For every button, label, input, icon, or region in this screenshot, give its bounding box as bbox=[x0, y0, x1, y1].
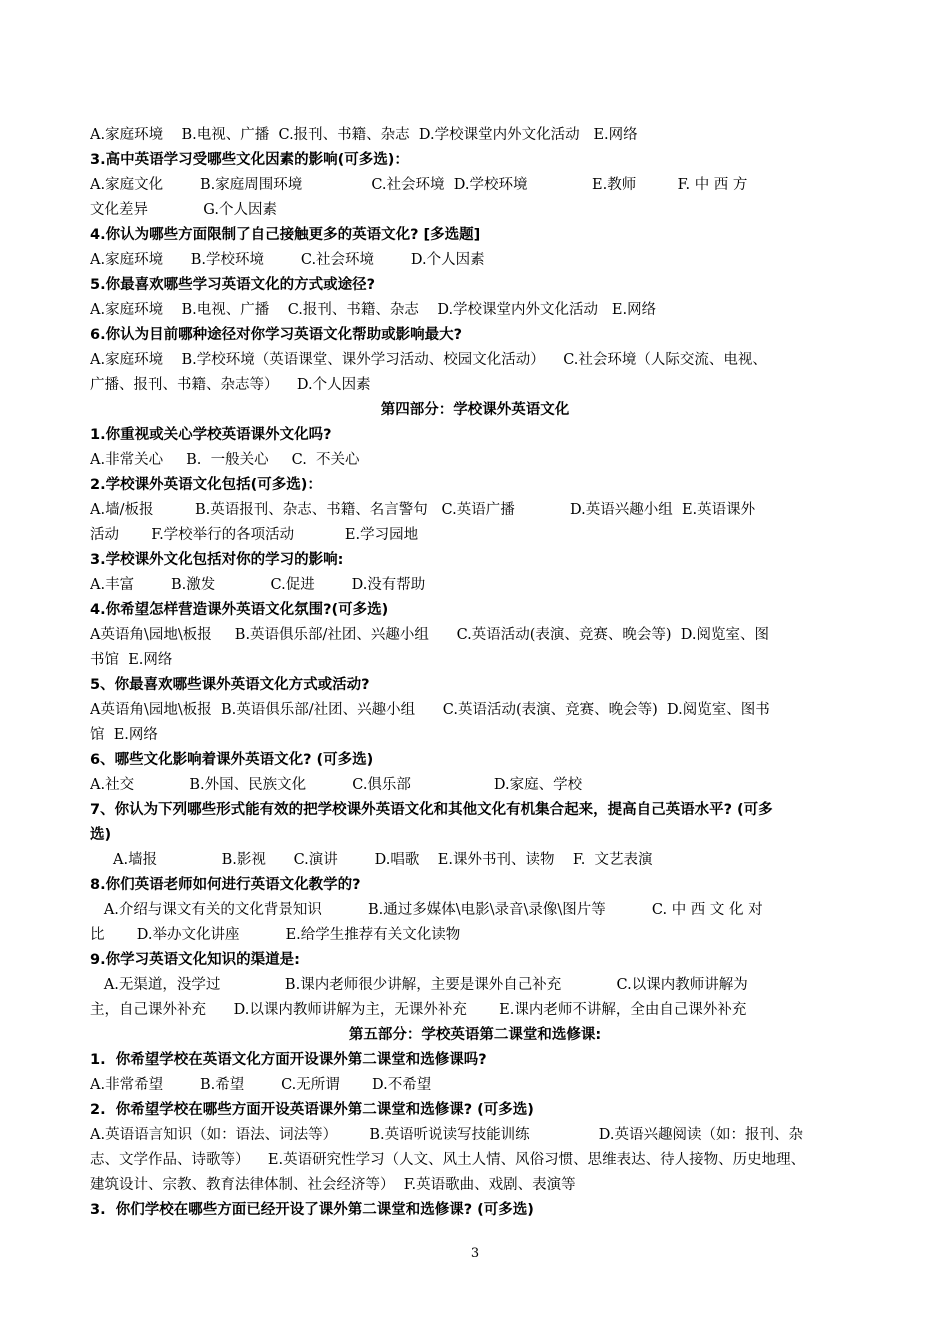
options-line: 书馆 E.网络 bbox=[90, 652, 173, 668]
options-line: 文化差异 G.个人因素 bbox=[90, 202, 277, 218]
question-line: 9.你学习英语文化知识的渠道是: bbox=[90, 952, 300, 968]
question-line: 3.高中英语学习受哪些文化因素的影响(可多选)： bbox=[90, 152, 409, 168]
options-line: 主，自己课外补充 D.以课内教师讲解为主，无课外补充 E.课内老师不讲解，全由自己课外补充 bbox=[90, 1002, 747, 1018]
options-line: A.介绍与课文有关的文化背景知识 B.通过多媒体\电影\录音\录像\图片等 C. 中 西 文 化 对 bbox=[90, 902, 763, 918]
question-line: 3. 你们学校在哪些方面已经开设了课外第二课堂和选修课? (可多选) bbox=[90, 1202, 534, 1218]
options-line: 广播、报刊、书籍、杂志等） D.个人因素 bbox=[90, 377, 371, 393]
options-line: A.社交 B.外国、民族文化 C.俱乐部 D.家庭、学校 bbox=[90, 777, 583, 793]
options-line: 馆 E.网络 bbox=[90, 727, 158, 743]
question-line: 5、你最喜欢哪些课外英语文化方式或活动? bbox=[90, 677, 370, 693]
question-line: 5.你最喜欢哪些学习英语文化的方式或途径? bbox=[90, 277, 376, 293]
question-line: 1.你重视或关心学校英语课外文化吗? bbox=[90, 427, 332, 443]
question-line: 3.学校课外文化包括对你的学习的影响: bbox=[90, 552, 344, 568]
question-line: 6.你认为目前哪种途径对你学习英语文化帮助或影响最大? bbox=[90, 327, 463, 343]
options-line: A.家庭环境 B.学校环境（英语课堂、课外学习活动、校园文化活动） C.社会环境（人际交流、电视、 bbox=[90, 352, 767, 368]
options-line: 活动 F.学校举行的各项活动 E.学习园地 bbox=[90, 527, 419, 543]
question-line: 2.学校课外英语文化包括(可多选)： bbox=[90, 477, 322, 493]
options-line: A.丰富 B.激发 C.促进 D.没有帮助 bbox=[90, 577, 426, 593]
options-line: 志、文学作品、诗歌等） E.英语研究性学习（人文、风土人情、风俗习惯、思维表达、待人接物、历史地理、 bbox=[90, 1152, 806, 1168]
options-line: A英语角\园地\板报 B.英语俱乐部/社团、兴趣小组 C.英语活动(表演、竞赛、晚会等) D.阅览室、图 bbox=[90, 627, 770, 643]
options-line: A.非常希望 B.希望 C.无所谓 D.不希望 bbox=[90, 1077, 432, 1093]
question-line: 1. 你希望学校在英语文化方面开设课外第二课堂和选修课吗? bbox=[90, 1052, 487, 1068]
question-line: 4.你认为哪些方面限制了自己接触更多的英语文化? [多选题] bbox=[90, 227, 481, 243]
options-line: A.无渠道，没学过 B.课内老师很少讲解，主要是课外自己补充 C.以课内教师讲解为 bbox=[90, 977, 748, 993]
section-heading: 第五部分：学校英语第二课堂和选修课: bbox=[348, 1027, 602, 1043]
options-line: A.英语语言知识（如：语法、词法等） B.英语听说读写技能训练 D.英语兴趣阅读（如：报刊、杂 bbox=[90, 1127, 803, 1143]
question-line: 2. 你希望学校在哪些方面开设英语课外第二课堂和选修课? (可多选) bbox=[90, 1102, 534, 1118]
options-line: A.墙/板报 B.英语报刊、杂志、书籍、名言警句 C.英语广播 D.英语兴趣小组 E.英语课外 bbox=[90, 502, 756, 518]
options-line: A英语角\园地\板报 B.英语俱乐部/社团、兴趣小组 C.英语活动(表演、竞赛、晚会等) D.阅览室、图书 bbox=[90, 702, 770, 718]
question-line: 6、哪些文化影响着课外英语文化? (可多选) bbox=[90, 752, 374, 768]
options-line: A.家庭环境 B.电视、广播 C.报刊、书籍、杂志 D.学校课堂内外文化活动 E.网络 bbox=[90, 302, 657, 318]
options-line: A.家庭环境 B.学校环境 C.社会环境 D.个人因素 bbox=[90, 252, 485, 268]
question-line: 选) bbox=[90, 827, 112, 843]
question-line: 8.你们英语老师如何进行英语文化教学的? bbox=[90, 877, 361, 893]
options-line: A.非常关心 B. 一般关心 C. 不关心 bbox=[90, 452, 360, 468]
options-line: A.家庭文化 B.家庭周围环境 C.社会环境 D.学校环境 E.教师 F. 中 西 方 bbox=[90, 177, 748, 193]
options-line: 比 D.举办文化讲座 E.给学生推荐有关文化读物 bbox=[90, 927, 461, 943]
page-number: 3 bbox=[470, 1246, 480, 1261]
question-line: 7、你认为下列哪些形式能有效的把学校课外英语文化和其他文化有机集合起来，提高自己英语水平? (可多 bbox=[90, 802, 773, 818]
options-line: A.家庭环境 B.电视、广播 C.报刊、书籍、杂志 D.学校课堂内外文化活动 E.网络 bbox=[90, 127, 638, 143]
section-heading: 第四部分：学校课外英语文化 bbox=[380, 402, 570, 418]
options-line: A.墙报 B.影视 C.演讲 D.唱歌 E.课外书刊、读物 F. 文艺表演 bbox=[90, 852, 653, 868]
question-line: 4.你希望怎样营造课外英语文化氛围?(可多选) bbox=[90, 602, 389, 618]
options-line: 建筑设计、宗教、教育法律体制、社会经济等） F.英语歌曲、戏剧、表演等 bbox=[90, 1177, 576, 1193]
